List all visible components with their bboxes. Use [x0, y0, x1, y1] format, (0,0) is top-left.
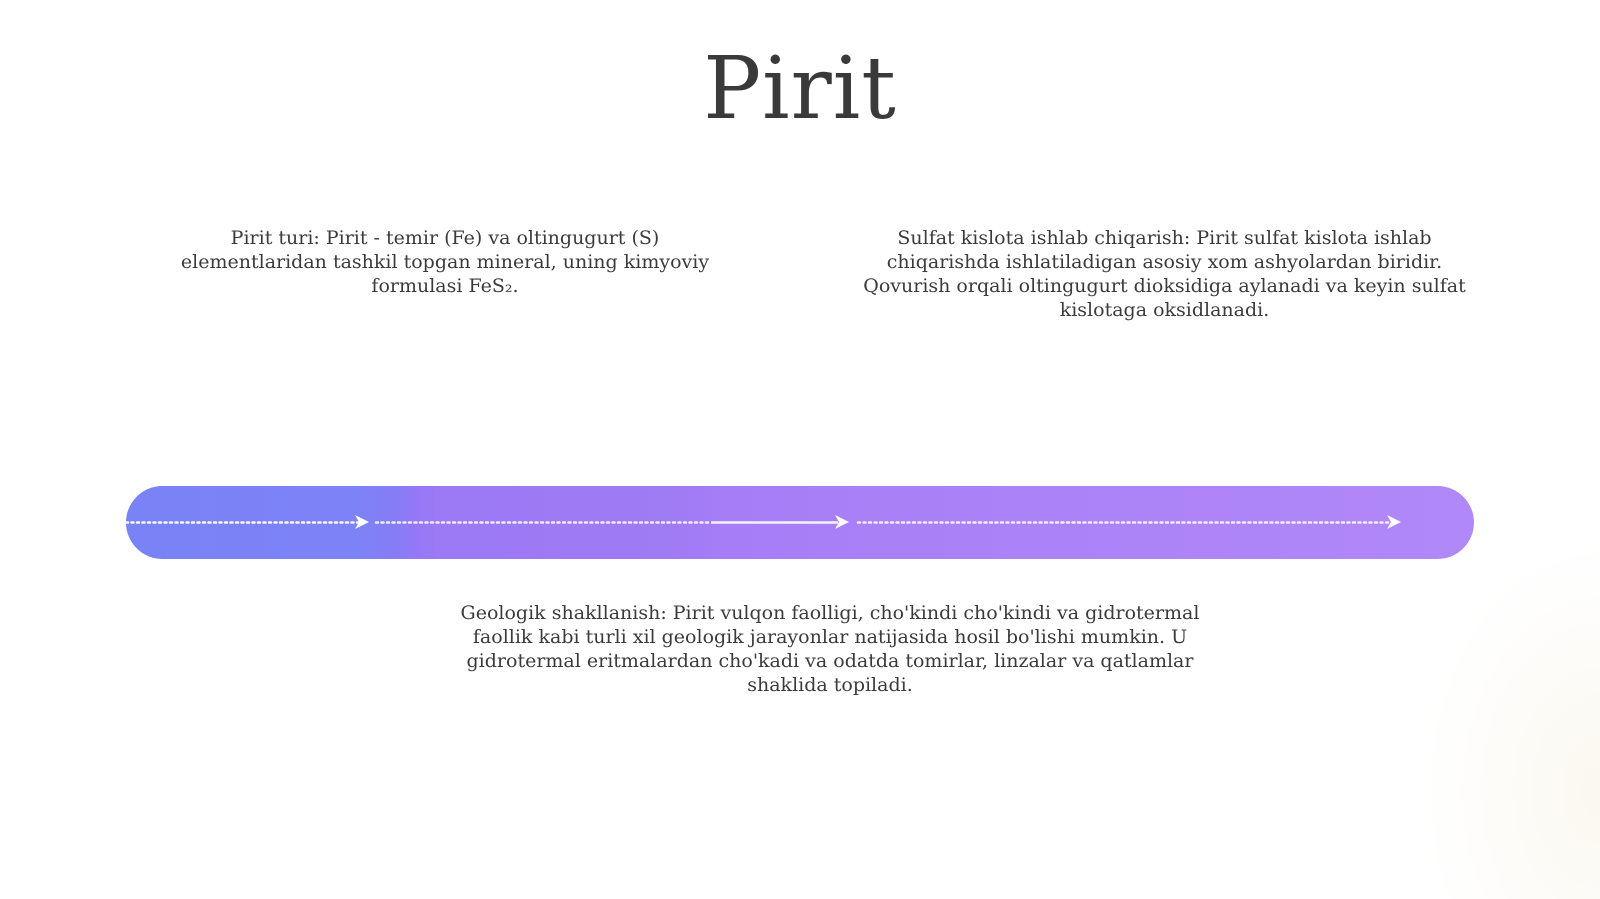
arrow-right-icon: [832, 512, 852, 532]
background-glow: [1420, 539, 1600, 899]
text-block-pirit-turi: Pirit turi: Pirit - temir (Fe) va oltingugurt (S) elementlaridan tashkil topgan mineral, uning kimyoviy formulasi FeS₂.: [180, 227, 710, 297]
timeline-bar: [126, 486, 1474, 559]
timeline-connector-line: [126, 486, 1474, 559]
text-block-geologik-shakllanish: Geologik shakllanish: Pirit vulqon faolligi, cho'kindi cho'kindi va gidrotermal faollik kabi turli xil geologik jarayonlar natijasida hosil bo'lishi mumkin. U gidrotermal eritmalardan cho'kadi va odatda tomirlar, linzalar va qatlamlar shaklida topiladi.: [460, 602, 1200, 696]
arrow-right-icon: [1384, 512, 1404, 532]
arrow-right-icon: [352, 512, 372, 532]
text-block-sulfat-kislota: Sulfat kislota ishlab chiqarish: Pirit sulfat kislota ishlab chiqarishda ishlatiladigan asosiy xom ashyolardan biridir. Qovurish orqali oltingugurt dioksidiga aylanadi va keyin sulfat kislotaga oksidlanadi.: [863, 227, 1466, 321]
slide-title: Pirit: [703, 39, 897, 139]
